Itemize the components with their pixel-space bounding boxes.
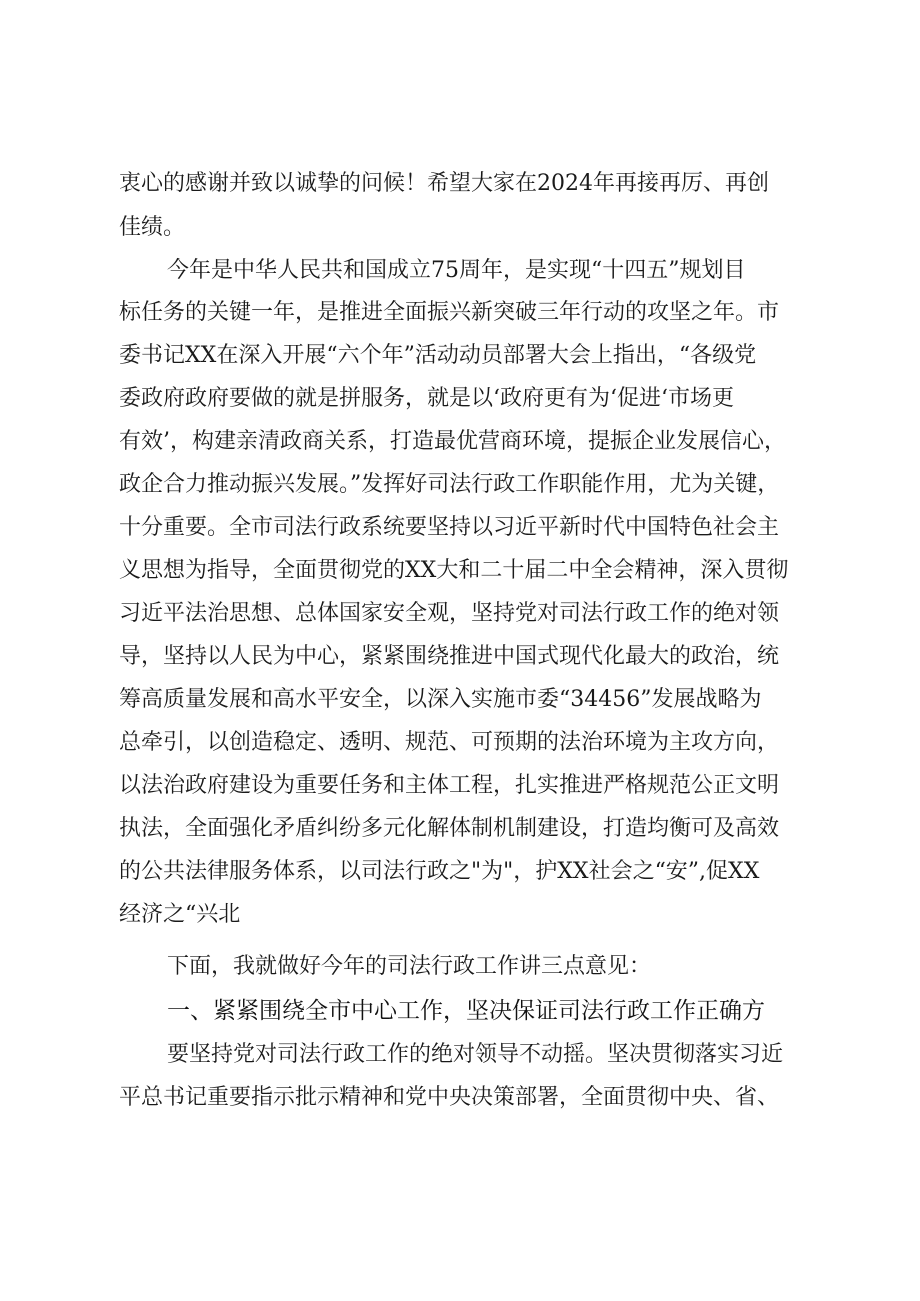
body-text-line: 佳绩。: [119, 215, 186, 240]
section-heading: 一、紧紧围绕全市中心工作，坚决保证司法行政工作正确方: [167, 998, 765, 1024]
body-text-line: 平总书记重要指示批示精神和党中央决策部署，全面贯彻中央、省、: [119, 1085, 780, 1110]
body-text-line: 经济之“兴北: [119, 902, 241, 927]
body-text-line: 衷心的感谢并致以诚挚的问候！希望大家在2024年再接再厉、再创: [119, 171, 769, 196]
body-text-line: 的公共法律服务体系，以司法行政之"为"，护XX社会之“安”,促XX: [119, 859, 760, 884]
body-text-line: 委书记XX在深入开展“六个年”活动动员部署大会上指出，“各级党: [119, 343, 757, 368]
body-text-line: 政企合力推动振兴发展。”发挥好司法行政工作职能作用，尤为关键，: [119, 472, 780, 497]
body-text-line: 委政府政府要做的就是拼服务，就是以‘政府更有为‘促进‘市场更: [119, 386, 734, 411]
body-text-line: 习近平法治思想、总体国家安全观，坚持党对司法行政工作的绝对领: [119, 601, 780, 626]
body-text-line: 以法治政府建设为重要任务和主体工程，扎实推进严格规范公正文明: [119, 773, 780, 798]
body-text-line: 总牵引，以创造稳定、透明、规范、可预期的法治环境为主攻方向，: [119, 730, 780, 755]
body-text-line: 十分重要。全市司法行政系统要坚持以习近平新时代中国特色社会主: [119, 515, 780, 540]
body-text-line: 有效’，构建亲清政商关系，打造最优营商环境，提振企业发展信心，: [119, 429, 786, 454]
body-text-line: 今年是中华人民共和国成立75周年，是实现“十四五”规划目: [167, 258, 746, 283]
body-text-line: 导，坚持以人民为中心，紧紧围绕推进中国式现代化最大的政治，统: [119, 644, 780, 669]
body-text-line: 要坚持党对司法行政工作的绝对领导不动摇。坚决贯彻落实习近: [167, 1042, 784, 1067]
body-text-line: 标任务的关键一年，是推进全面振兴新突破三年行动的攻坚之年。市: [119, 300, 780, 325]
body-text-line: 下面，我就做好今年的司法行政工作讲三点意见：: [167, 954, 652, 979]
body-text-line: 义思想为指导，全面贯彻党的XX大和二十届二中全会精神，深入贯彻: [119, 558, 789, 583]
body-text-line: 执法，全面强化矛盾纠纷多元化解体制机制建设，打造均衡可及高效: [119, 816, 780, 841]
body-text-line: 筹高质量发展和高水平安全，以深入实施市委“34456”发展战略为: [119, 687, 762, 712]
